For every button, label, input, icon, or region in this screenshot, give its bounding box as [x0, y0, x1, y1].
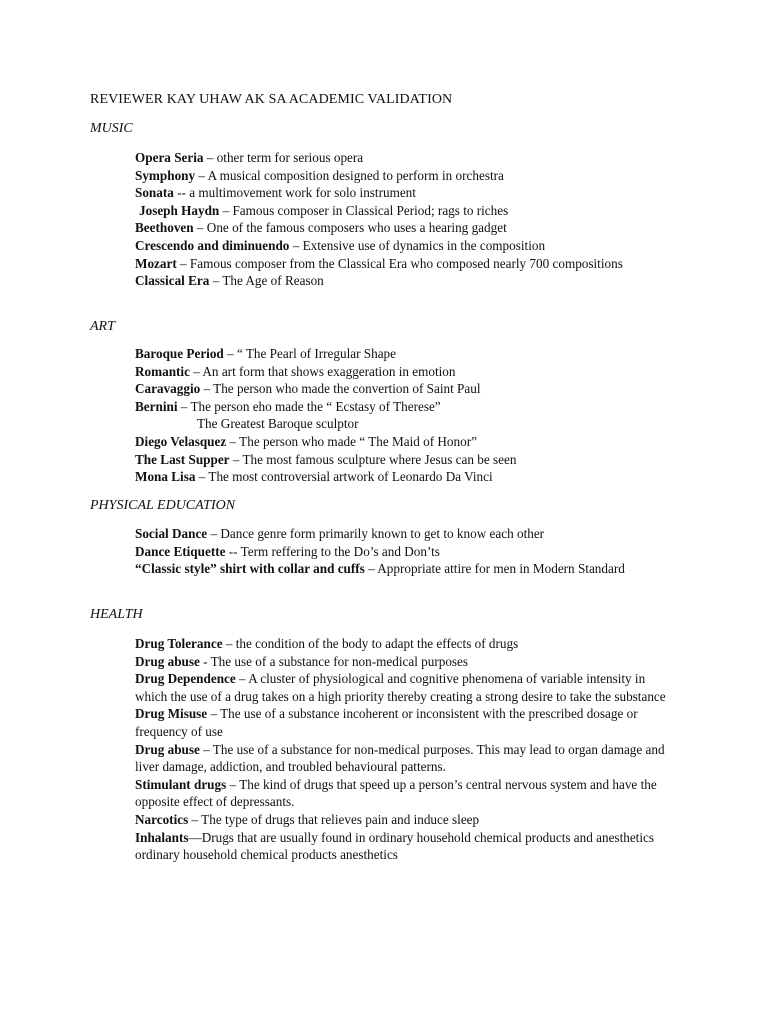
- entry-term: Crescendo and diminuendo: [135, 237, 290, 253]
- entry-caravaggio: [135, 380, 675, 398]
- entry-term: Symphony: [135, 167, 196, 183]
- entry-definition: – The use of a substance incoherent or inconsistent with the prescribed dosage or frequency of use: [135, 706, 638, 739]
- art-entries: [135, 345, 675, 486]
- entry-definition: – Dance genre form primarily known to get to know each other: [207, 526, 545, 541]
- entry-term: Bernini: [135, 398, 178, 414]
- entry-baroque-period: [135, 345, 675, 363]
- entry-symphony: [135, 167, 675, 185]
- entry-definition: – other term for serious opera: [203, 150, 364, 165]
- entry-definition: – The person who made “ The Maid of Honor”: [226, 433, 477, 449]
- document-title: REVIEWER KAY UHAW AK SA ACADEMIC VALIDATION: [90, 92, 453, 107]
- entry-drug-abuse-long: [135, 741, 675, 776]
- entry-social-dance: [135, 525, 675, 543]
- entry-inhalants-continued: [135, 846, 675, 864]
- entry-definition: – “ The Pearl of Irregular Shape: [223, 346, 397, 361]
- entry-term: Mozart: [135, 255, 177, 271]
- entry-term: “Classic style” shirt with collar and cuffs: [135, 561, 365, 577]
- entry-term: Inhalants: [135, 829, 189, 845]
- entry-definition: – Famous composer in Classical Period; rags to riches: [219, 202, 509, 218]
- entry-definition: – A cluster of physiological and cognitive phenomena of variable intensity in which the use of a drug takes on a high priority thereby creating a strong desire to take the substance: [135, 671, 666, 704]
- section-heading-art: ART: [90, 319, 115, 334]
- entry-definition: – Appropriate attire for men in Modern Standard: [364, 561, 625, 577]
- entry-drug-tolerance: [135, 635, 675, 653]
- section-heading-health: HEALTH: [90, 607, 143, 622]
- entry-term: Baroque Period: [135, 346, 224, 361]
- entry-drug-dependence: [135, 670, 675, 705]
- entry-term: Joseph Haydn: [139, 202, 220, 218]
- entry-definition: – A musical composition designed to perform in orchestra: [195, 167, 504, 183]
- entry-sonata: [135, 184, 675, 202]
- entry-definition: – The most famous sculpture where Jesus can be seen: [229, 451, 517, 467]
- entry-definition: – The most controversial artwork of Leonardo Da Vinci: [195, 469, 493, 485]
- entry-term: Diego Velasquez: [135, 433, 227, 449]
- section-heading-physical-education: PHYSICAL EDUCATION: [90, 498, 236, 513]
- entry-definition: – Famous composer from the Classical Era who composed nearly 700 compositions: [176, 255, 623, 271]
- entry-term: The Last Supper: [135, 451, 230, 467]
- entry-definition: – The person eho made the “ Ecstasy of Therese”: [177, 398, 441, 414]
- entry-definition: – The Age of Reason: [209, 273, 324, 289]
- entry-definition: -- a multimovement work for solo instrument: [173, 185, 416, 201]
- entry-mozart: [135, 255, 675, 273]
- entry-term: Social Dance: [135, 526, 208, 541]
- entry-dance-etiquette: [135, 543, 675, 561]
- entry-term: Drug abuse: [135, 653, 200, 669]
- entry-term: Opera Seria: [135, 150, 204, 165]
- entry-mona-lisa: [135, 468, 675, 486]
- entry-term: Mona Lisa: [135, 469, 196, 485]
- entry-drug-abuse-short: [135, 653, 675, 671]
- entry-diego-velasquez: [135, 433, 675, 451]
- entry-term: Caravaggio: [135, 381, 201, 397]
- entry-definition: —Drugs that are usually found in ordinary household chemical products and anesthetics: [188, 829, 654, 845]
- entry-definition: The Greatest Baroque sculptor: [197, 416, 359, 432]
- entry-definition: -- Term reffering to the Do’s and Don’ts: [225, 543, 440, 559]
- entry-classical-era: [135, 272, 675, 290]
- entry-definition: – The kind of drugs that speed up a person’s central nervous system and have the opposite effect of depressants.: [135, 776, 657, 810]
- entry-definition: - The use of a substance for non-medical purposes: [199, 653, 469, 669]
- section-heading-music: MUSIC: [90, 121, 133, 136]
- entry-definition: – The use of a substance for non-medical purposes. This may lead to organ damage and liver damage, addiction, and troubled behavioural patterns.: [135, 741, 665, 775]
- entry-definition: – Extensive use of dynamics in the composition: [289, 237, 546, 253]
- entry-term: Dance Etiquette: [135, 543, 226, 559]
- entry-definition: – The person who made the convertion of Saint Paul: [200, 381, 481, 397]
- entry-stimulant-drugs: [135, 776, 675, 811]
- entry-classic-style-shirt: [135, 560, 675, 578]
- entry-bernini: [135, 398, 675, 416]
- physical-education-entries: [135, 525, 675, 578]
- entry-definition: – the condition of the body to adapt the effects of drugs: [222, 636, 519, 651]
- entry-term: Stimulant drugs: [135, 776, 227, 792]
- health-entries: [135, 635, 675, 864]
- entry-definition: – An art form that shows exaggeration in emotion: [189, 363, 456, 379]
- entry-term: Beethoven: [135, 220, 194, 236]
- entry-narcotics: [135, 811, 675, 829]
- entry-definition: – One of the famous composers who uses a hearing gadget: [193, 220, 507, 236]
- entry-bernini-continued: [135, 415, 675, 433]
- music-entries: [135, 149, 675, 290]
- entry-term: Drug Misuse: [135, 706, 208, 722]
- entry-term: Romantic: [135, 363, 190, 379]
- entry-term: Narcotics: [135, 811, 189, 827]
- entry-term: Drug abuse: [135, 741, 200, 757]
- entry-inhalants: [135, 829, 675, 847]
- entry-beethoven: [135, 219, 675, 237]
- entry-romantic: [135, 363, 675, 381]
- entry-definition: – The type of drugs that relieves pain and induce sleep: [188, 811, 480, 827]
- entry-crescendo: [135, 237, 675, 255]
- entry-opera-seria: [135, 149, 675, 167]
- entry-joseph-haydn: [135, 202, 675, 220]
- entry-last-supper: [135, 451, 675, 469]
- entry-drug-misuse: [135, 705, 675, 740]
- entry-term: Drug Tolerance: [135, 636, 223, 651]
- entry-definition: ordinary household chemical products anesthetics: [135, 847, 398, 863]
- entry-term: Classical Era: [135, 273, 210, 289]
- entry-term: Sonata: [135, 185, 174, 201]
- entry-term: Drug Dependence: [135, 671, 236, 687]
